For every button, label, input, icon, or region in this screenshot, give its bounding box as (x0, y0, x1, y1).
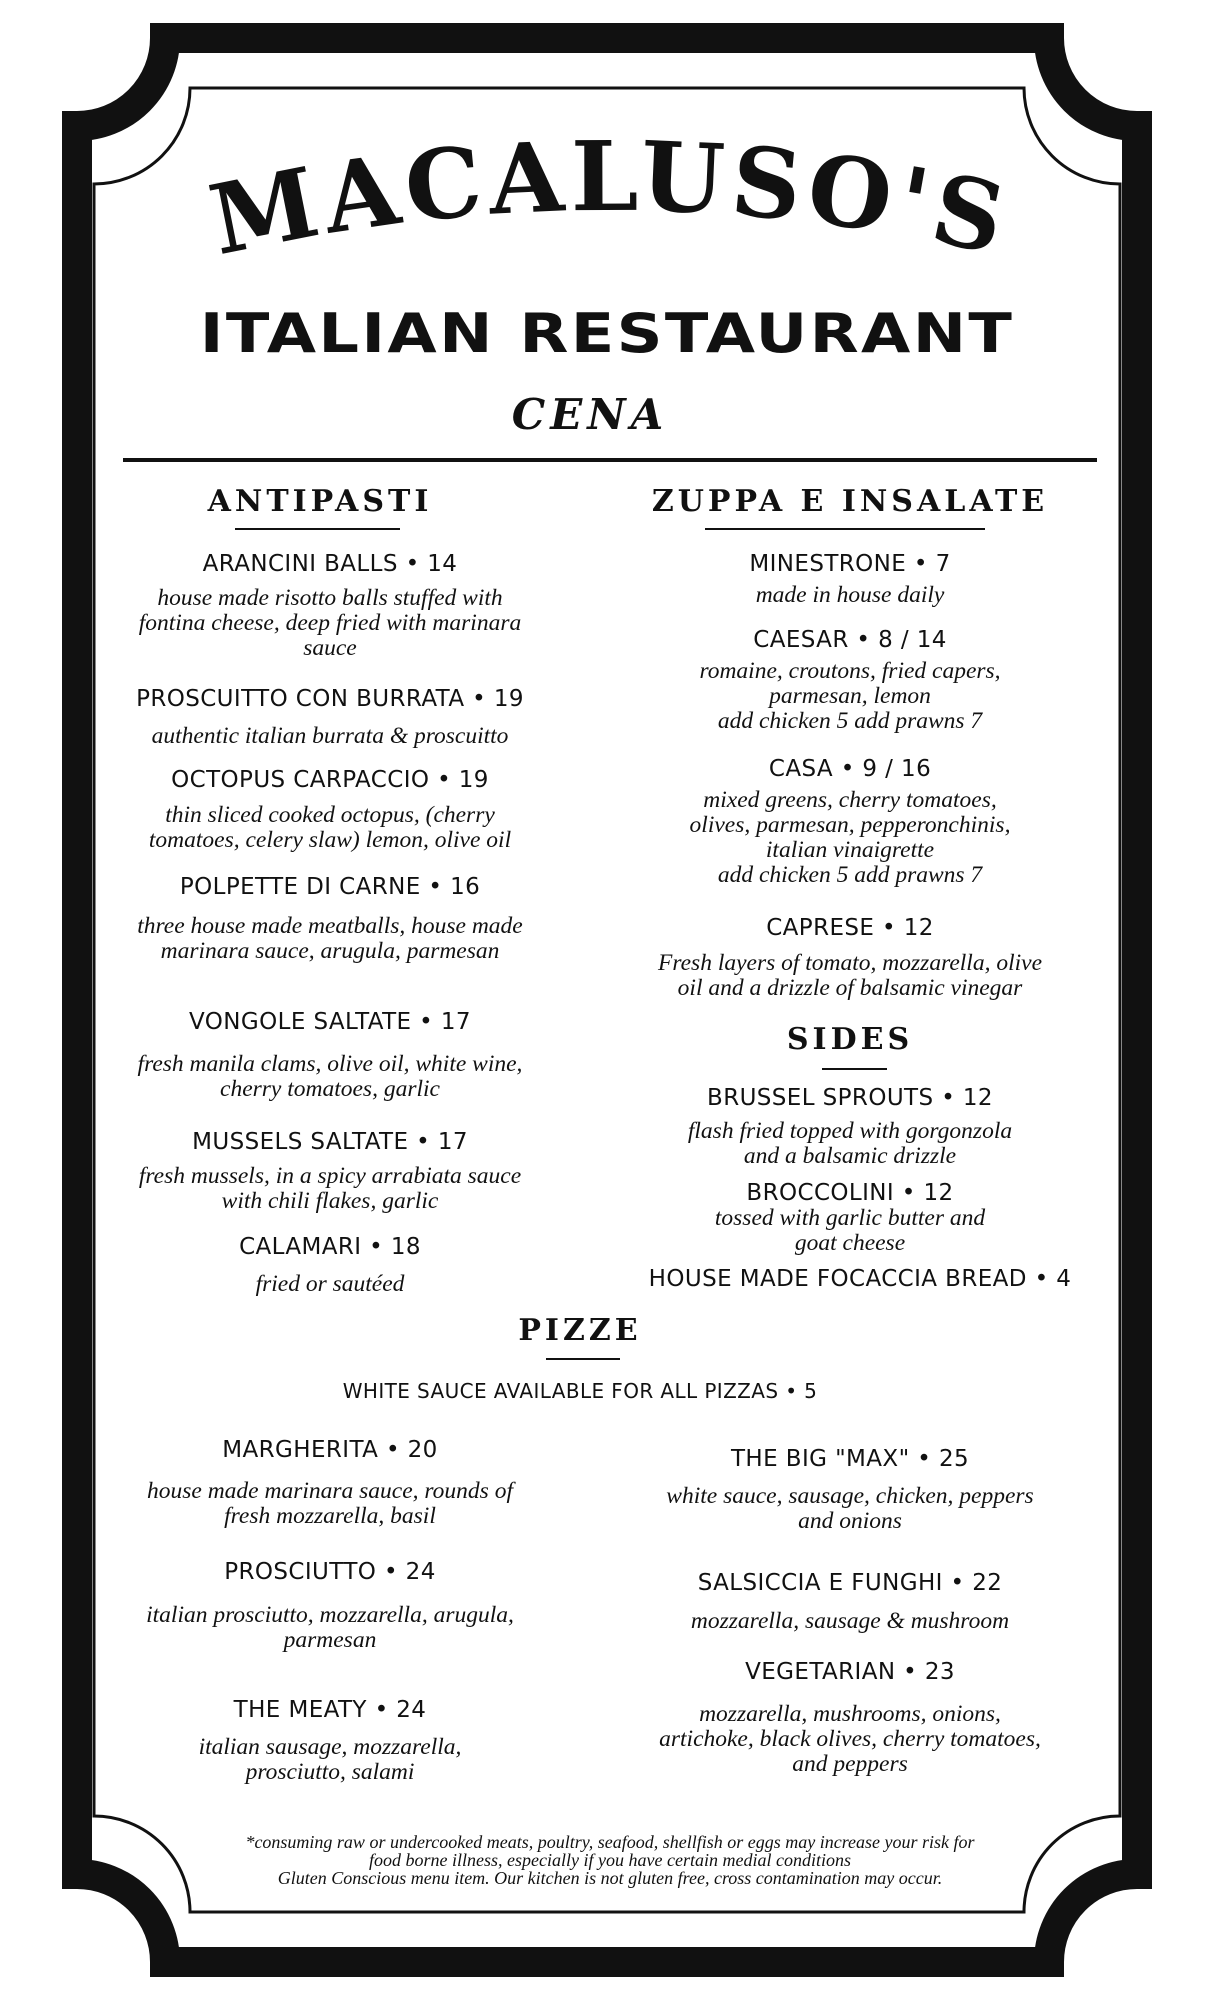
menu-item-desc: Fresh layers of tomato, mozzarella, olive oil and a drizzle of balsamic vinegar (657, 950, 1042, 1001)
menu-item-name: THE MEATY • 24 (233, 1697, 427, 1723)
menu-item-desc: three house made meatballs, house made marinara sauce, arugula, parmesan (137, 913, 523, 964)
menu-item-name: THE BIG "MAX" • 25 (730, 1446, 970, 1472)
menu-item-desc: thin sliced cooked octopus, (cherry tomatoes, celery slaw) lemon, olive oil (148, 802, 512, 853)
section-title-zuppa-e-insalate: ZUPPA E INSALATE (651, 484, 1049, 519)
menu-item-name: CALAMARI • 18 (239, 1234, 421, 1260)
menu-item-desc: fried or sautéed (255, 1271, 405, 1297)
meal-service-title: CENA (511, 390, 669, 439)
menu-item-name: MUSSELS SALTATE • 17 (192, 1129, 468, 1155)
menu-item-desc: mozzarella, sausage & mushroom (690, 1608, 1010, 1634)
menu-item-desc: authentic italian burrata & proscuitto (151, 723, 509, 749)
menu-item-name: CAESAR • 8 / 14 (753, 627, 947, 653)
section-title-pizze: PIZZE (518, 1313, 642, 1348)
menu-item-desc: flash fried topped with gorgonzola and a balsamic drizzle (687, 1118, 1013, 1169)
restaurant-name: MACALUSO'S (201, 119, 1020, 278)
menu-item-desc: house made marinara sauce, rounds of fresh mozzarella, basil (147, 1478, 513, 1529)
menu-item-desc: house made risotto balls stuffed with fontina cheese, deep fried with marinara sauce (138, 585, 522, 661)
menu-item-desc: mixed greens, cherry tomatoes, olives, parmesan, pepperonchinis, italian vinaigrette add chicken 5 add prawns 7 (689, 787, 1011, 888)
section-rule (822, 1068, 887, 1070)
menu-item-name: PROSCIUTTO • 24 (224, 1559, 436, 1585)
menu-item-desc: italian sausage, mozzarella, prosciutto, salami (198, 1734, 462, 1785)
menu-item-name: ARANCINI BALLS • 14 (202, 551, 458, 577)
menu-item-name: VONGOLE SALTATE • 17 (189, 1009, 471, 1035)
pizza-note: WHITE SAUCE AVAILABLE FOR ALL PIZZAS • 5 (342, 1379, 818, 1403)
menu-item-desc: italian prosciutto, mozzarella, arugula, parmesan (146, 1602, 514, 1653)
section-rule (705, 528, 985, 530)
menu-item-name: MARGHERITA • 20 (222, 1437, 438, 1463)
section-title-sides: SIDES (786, 1022, 914, 1057)
allergen-disclaimer: *consuming raw or undercooked meats, poultry, seafood, shellfish or eggs may increase your risk for food borne illness, especially if you have certain medial conditions Gluten Conscious menu item. Our kitchen is not gluten free, cross contamination may occur. (245, 1832, 975, 1888)
menu-item-desc: white sauce, sausage, chicken, peppers and onions (666, 1483, 1034, 1534)
restaurant-subtitle: ITALIAN RESTAURANT (199, 302, 1015, 365)
section-title-antipasti: ANTIPASTI (207, 484, 433, 519)
menu-item-name: SALSICCIA E FUNGHI • 22 (697, 1570, 1003, 1596)
menu-item-name: PROSCUITTO CON BURRATA • 19 (136, 686, 524, 712)
menu-item-name: CASA • 9 / 16 (768, 756, 932, 782)
menu-item-desc: fresh manila clams, olive oil, white wine, cherry tomatoes, garlic (137, 1051, 523, 1102)
menu-item-desc: mozzarella, mushrooms, onions, artichoke, black olives, cherry tomatoes, and peppers (659, 1701, 1041, 1777)
menu-item-name: OCTOPUS CARPACCIO • 19 (171, 767, 489, 793)
menu-item-name: POLPETTE DI CARNE • 16 (179, 874, 481, 900)
menu-item-name: MINESTRONE • 7 (749, 551, 951, 577)
menu-item-name: BROCCOLINI • 12 (746, 1180, 954, 1206)
menu-item-name: HOUSE MADE FOCACCIA BREAD • 4 (648, 1266, 1072, 1292)
menu-item-name: BRUSSEL SPROUTS • 12 (707, 1085, 993, 1111)
header-divider (123, 458, 1097, 462)
menu-item-name: CAPRESE • 12 (766, 915, 934, 941)
restaurant-logo (140, 110, 1080, 300)
menu-item-desc: tossed with garlic butter and goat cheese (714, 1205, 986, 1256)
section-rule (235, 528, 400, 530)
menu-item-desc: romaine, croutons, fried capers, parmesan, lemon add chicken 5 add prawns 7 (699, 658, 1001, 734)
menu-item-name: VEGETARIAN • 23 (745, 1659, 955, 1685)
menu-item-desc: fresh mussels, in a spicy arrabiata sauce with chili flakes, garlic (138, 1163, 522, 1214)
section-rule (546, 1358, 620, 1360)
menu-item-desc: made in house daily (755, 582, 945, 608)
